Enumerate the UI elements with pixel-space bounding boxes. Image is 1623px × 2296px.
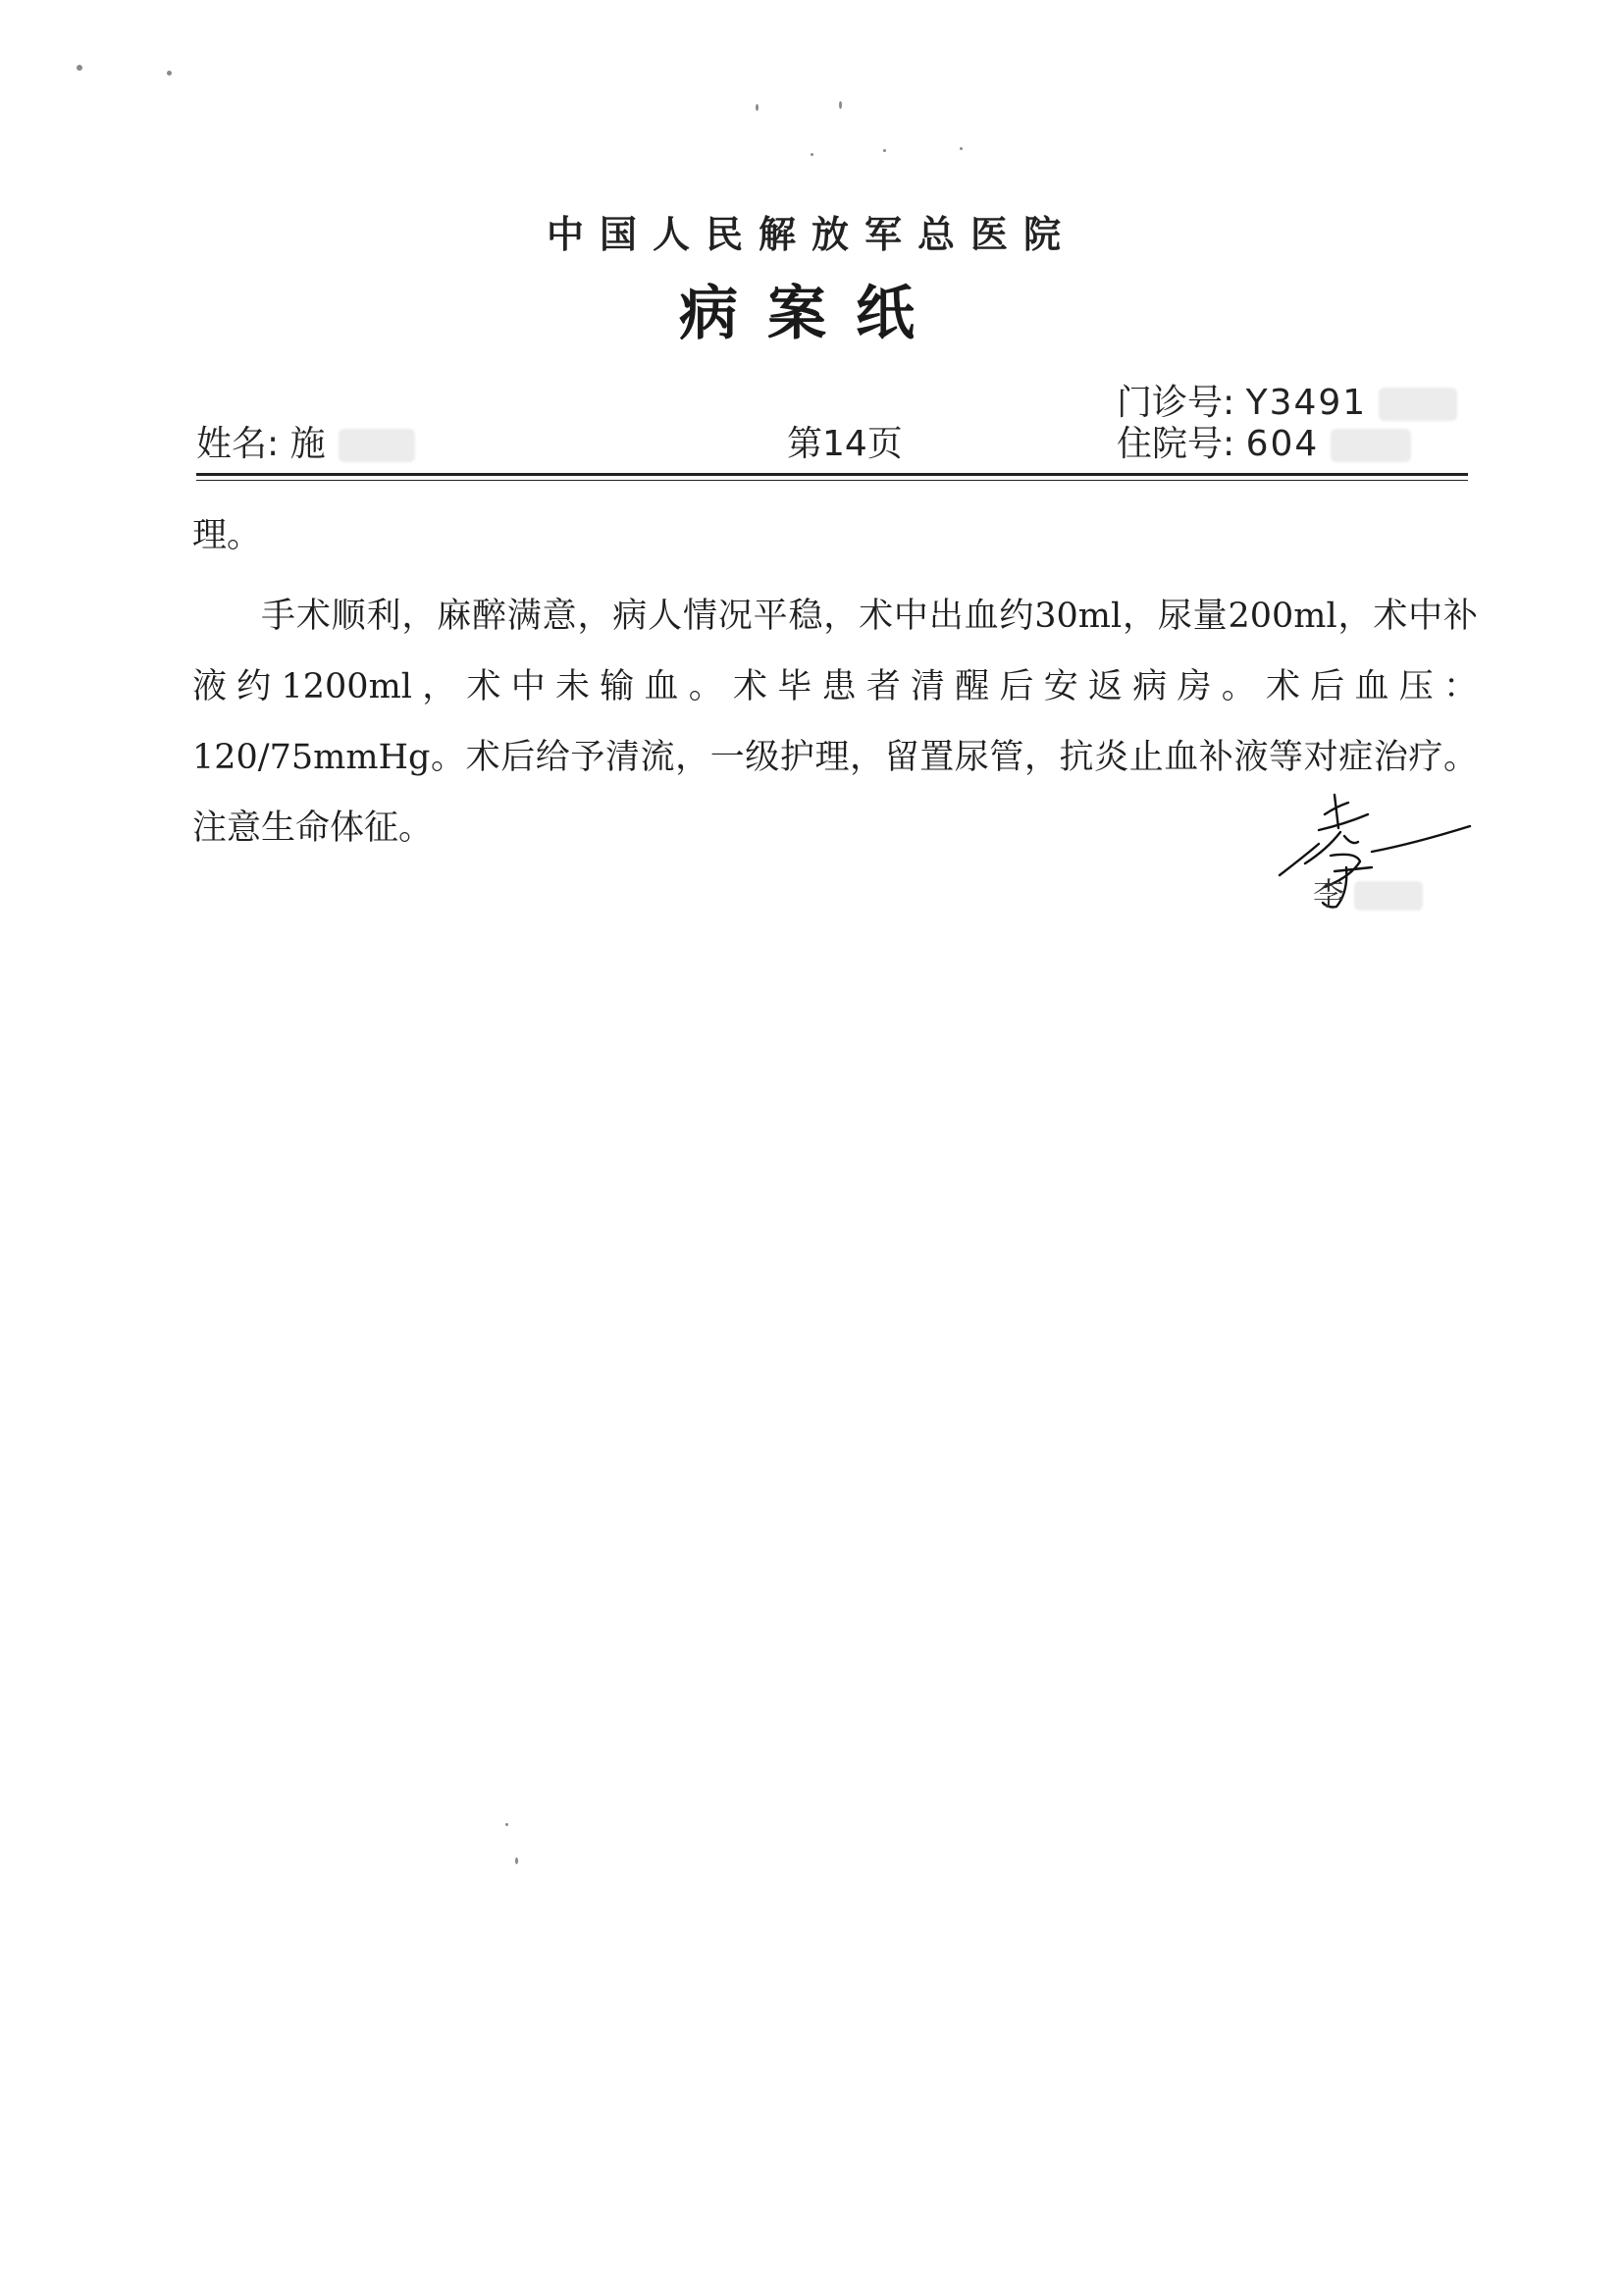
- scan-speck: [505, 1823, 508, 1826]
- header-rule: [196, 473, 1468, 476]
- outpatient-label: 门诊号:: [1117, 383, 1235, 423]
- signature-name: 李: [1313, 875, 1345, 913]
- form-title: 病案纸: [679, 280, 944, 348]
- scan-speck: [167, 71, 172, 76]
- scan-speck: [756, 104, 759, 111]
- signature-printed-name: [1313, 869, 1423, 914]
- patient-name: [196, 416, 415, 466]
- redaction-mark: [1354, 881, 1423, 911]
- inpatient-label: 住院号:: [1117, 424, 1235, 464]
- page-number: 第14页: [787, 424, 903, 464]
- inpatient-value: 604: [1245, 424, 1320, 464]
- scan-speck: [811, 153, 813, 156]
- scan-speck: [883, 149, 886, 152]
- scan-speck: [515, 1857, 518, 1864]
- header-rule-thin: [196, 480, 1468, 481]
- inpatient-number: [1117, 416, 1411, 466]
- outpatient-value: Y3491: [1245, 383, 1368, 423]
- redaction-mark: [339, 429, 415, 462]
- hospital-name: 中国人民解放军总医院: [546, 213, 1076, 256]
- name-value: 施: [289, 424, 328, 464]
- scan-speck: [77, 65, 82, 71]
- name-label: 姓名:: [196, 424, 280, 464]
- body-paragraph: 手术顺利，麻醉满意，病人情况平稳，术中出血约30ml，尿量200ml，术中补液约1200ml，术中未输血。术毕患者清醒后安返病房。术后血压：120/75mmHg。术后给予清流，一级护理，留置尿管，抗炎止血补液等对症治疗。注意生命体征。: [192, 597, 1478, 848]
- scan-speck: [960, 147, 963, 150]
- scan-speck: [839, 101, 842, 109]
- redaction-mark: [1331, 429, 1411, 462]
- body-paragraph: 理。: [192, 516, 262, 555]
